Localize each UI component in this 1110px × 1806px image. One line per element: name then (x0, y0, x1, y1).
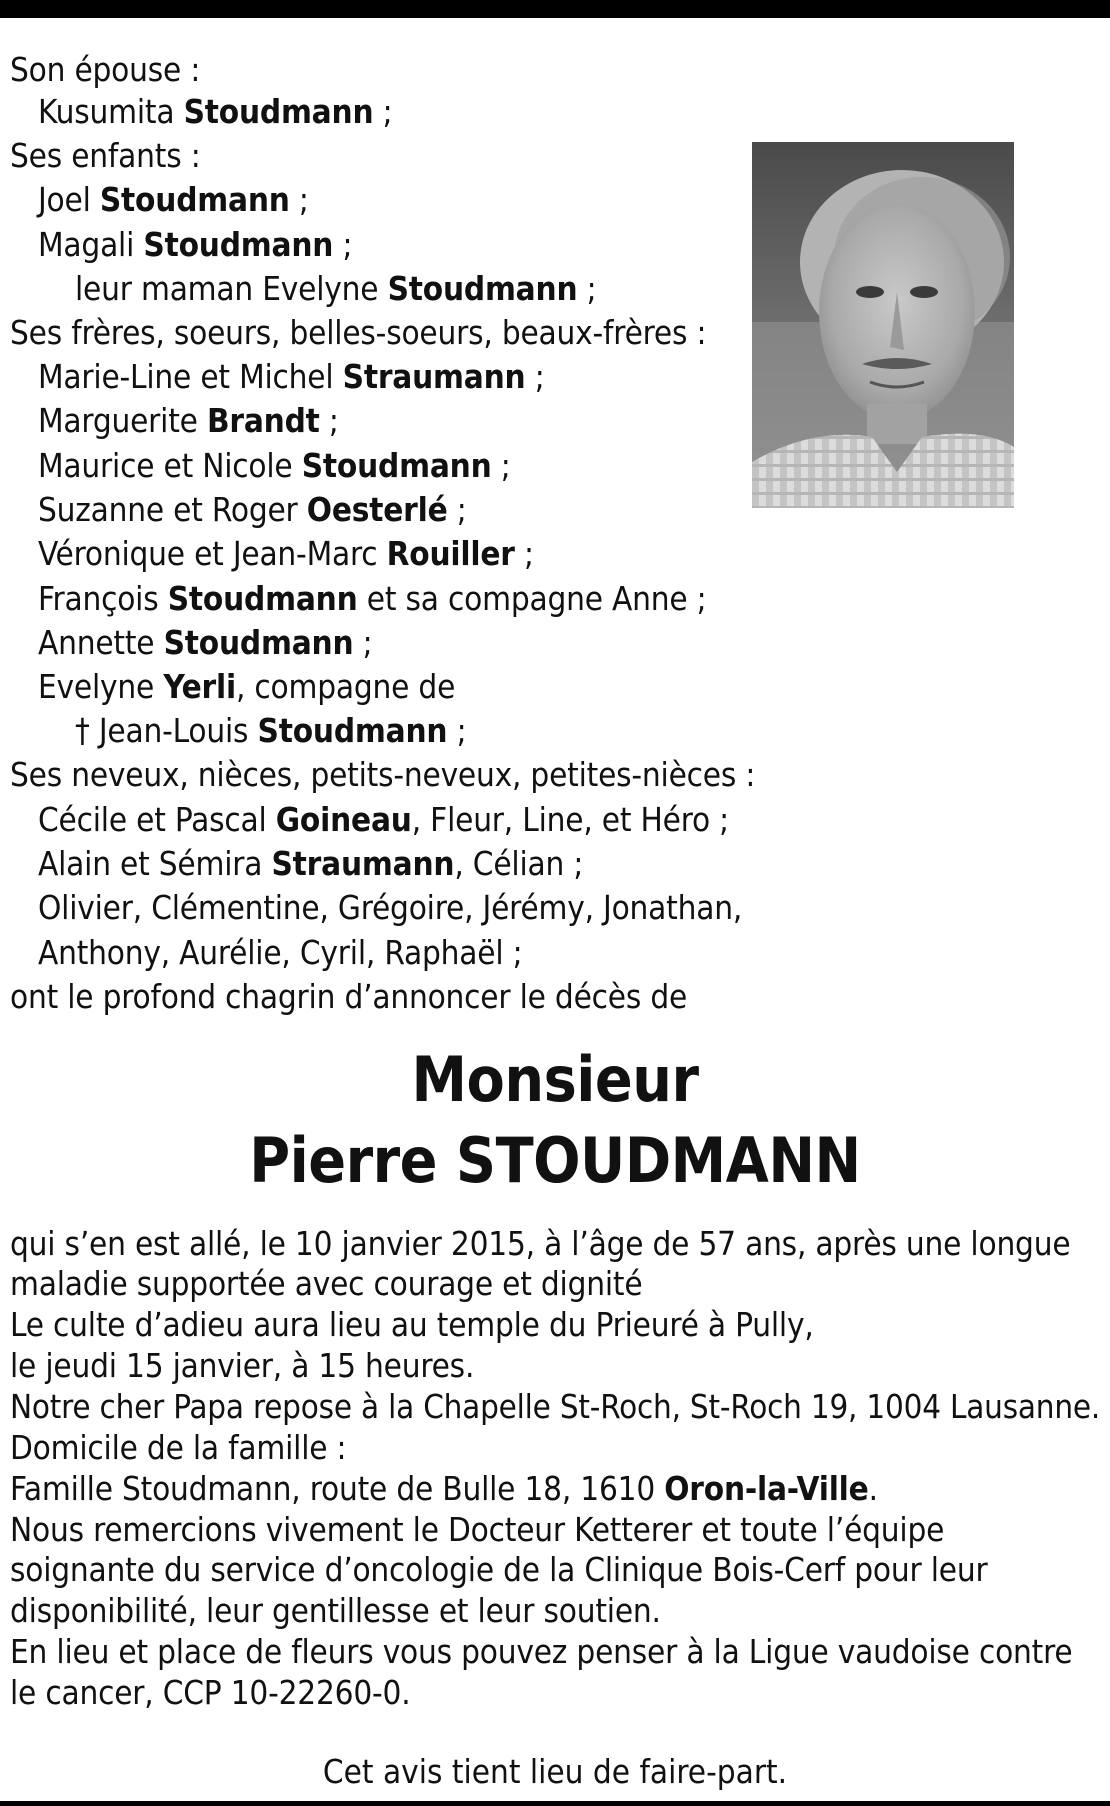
headline-name: Pierre STOUDMANN (249, 1124, 861, 1197)
footer-note: Cet avis tient lieu de faire-part. (322, 1752, 788, 1791)
spouse-heading: Son épouse : (10, 50, 201, 89)
portrait-image (752, 142, 1014, 508)
deceased-brother-line: † Jean-Louis Stoudmann ; (75, 711, 467, 750)
spouse-line: Kusumita Stoudmann ; (38, 92, 393, 131)
sibling-line: Annette Stoudmann ; (38, 623, 373, 662)
nephew-line: Olivier, Clémentine, Grégoire, Jérémy, Jonathan, (38, 888, 743, 927)
body-line: soignante du service d’oncologie de la Clinique Bois-Cerf pour leur (10, 1550, 988, 1589)
sibling-line: Marie-Line et Michel Straumann ; (38, 357, 545, 396)
body-line: disponibilité, leur gentillesse et leur soutien. (10, 1591, 661, 1630)
body-line: maladie supportée avec courage et dignité (10, 1264, 643, 1303)
body-line: le jeudi 15 janvier, à 15 heures. (10, 1346, 475, 1385)
sibling-line: François Stoudmann et sa compagne Anne ; (38, 579, 707, 618)
headline-title: Monsieur (411, 1043, 699, 1116)
body-line: En lieu et place de fleurs vous pouvez penser à la Ligue vaudoise contre (10, 1632, 1073, 1671)
children-mother-line: leur maman Evelyne Stoudmann ; (75, 269, 597, 308)
child-line: Joel Stoudmann ; (38, 180, 309, 219)
sibling-line: Evelyne Yerli, compagne de (38, 667, 456, 706)
sibling-line: Suzanne et Roger Oesterlé ; (38, 490, 467, 529)
body-line: Le culte d’adieu aura lieu au temple du Prieuré à Pully, (10, 1305, 814, 1344)
body-line: Domicile de la famille : (10, 1428, 347, 1467)
sibling-line: Maurice et Nicole Stoudmann ; (38, 446, 511, 485)
nephew-line: Alain et Sémira Straumann, Célian ; (38, 844, 584, 883)
body-line: Notre cher Papa repose à la Chapelle St-Roch, St-Roch 19, 1004 Lausanne. (10, 1387, 1101, 1426)
body-line: le cancer, CCP 10-22260-0. (10, 1673, 411, 1712)
child-line: Magali Stoudmann ; (38, 225, 353, 264)
nephew-line: Cécile et Pascal Goineau, Fleur, Line, et Héro ; (38, 800, 729, 839)
address-line: Famille Stoudmann, route de Bulle 18, 1610 Oron-la-Ville. (10, 1469, 878, 1508)
bottom-rule (0, 1801, 1110, 1806)
portrait-photo (752, 142, 1014, 508)
sibling-line: Véronique et Jean-Marc Rouiller ; (38, 534, 534, 573)
sibling-line: Marguerite Brandt ; (38, 401, 339, 440)
body-line: qui s’en est allé, le 10 janvier 2015, à l’âge de 57 ans, après une longue (10, 1224, 1071, 1263)
body-line: Nous remercions vivement le Docteur Ketterer et toute l’équipe (10, 1510, 945, 1549)
nephews-heading: Ses neveux, nièces, petits-neveux, petites-nièces : (10, 755, 756, 794)
announce-line: ont le profond chagrin d’annoncer le décès de (10, 977, 688, 1016)
nephew-line: Anthony, Aurélie, Cyril, Raphaël ; (38, 933, 523, 972)
top-rule (0, 0, 1110, 18)
siblings-heading: Ses frères, soeurs, belles-soeurs, beaux-frères : (10, 313, 707, 352)
children-heading: Ses enfants : (10, 136, 201, 175)
